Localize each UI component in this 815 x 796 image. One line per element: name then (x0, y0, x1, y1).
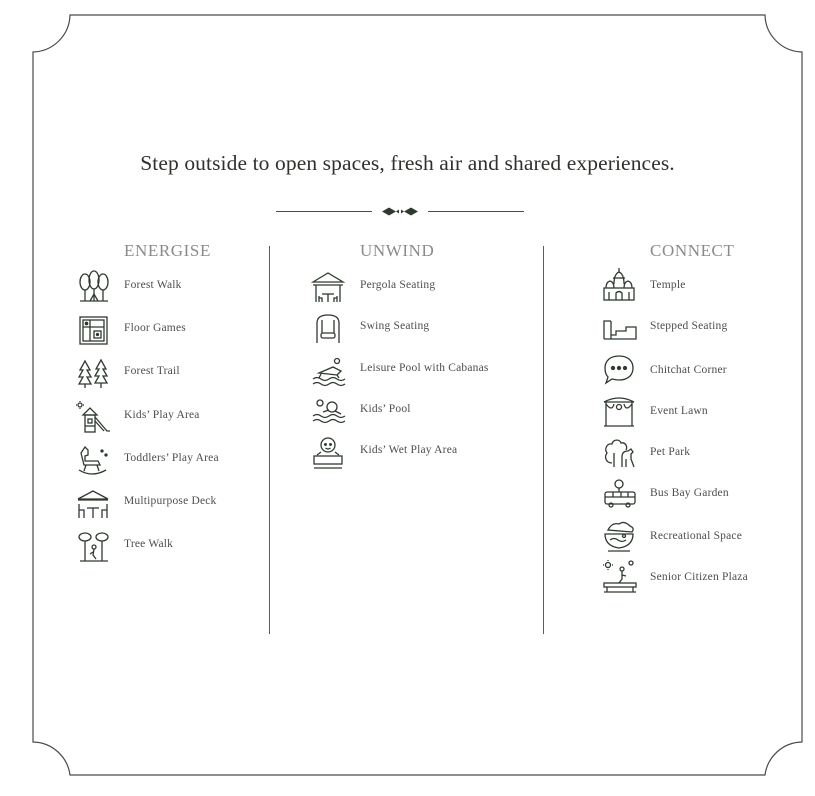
item-label: Stepped Seating (650, 320, 728, 332)
steps-icon (602, 311, 638, 347)
item-label: Event Lawn (650, 405, 708, 417)
column-divider-left (269, 246, 270, 634)
rocking-horse-icon (76, 443, 112, 479)
item-label: Swing Seating (360, 320, 430, 332)
item-label: Bus Bay Garden (650, 487, 729, 499)
bus-icon (602, 477, 638, 513)
dog-tree-icon (602, 435, 638, 471)
floor-games-icon (76, 313, 112, 349)
recreation-icon (602, 518, 638, 554)
temple-icon (602, 268, 638, 304)
wet-play-icon (311, 435, 347, 471)
item-label: Multipurpose Deck (124, 495, 217, 507)
item-label: Leisure Pool with Cabanas (360, 362, 489, 374)
column-title-unwind: UNWIND (360, 241, 435, 260)
tree-walk-icon (76, 529, 112, 565)
item-label: Kids’ Play Area (124, 409, 200, 421)
item-label: Toddlers’ Play Area (124, 452, 219, 464)
event-arch-icon (602, 394, 638, 430)
column-title-connect: CONNECT (650, 241, 735, 260)
column-divider-right (543, 246, 544, 634)
column-title-energise: ENERGISE (124, 241, 211, 260)
item-label: Tree Walk (124, 538, 174, 550)
item-label: Pet Park (650, 446, 691, 458)
page-headline: Step outside to open spaces, fresh air and shared experiences. (140, 151, 675, 175)
item-label: Kids’ Wet Play Area (360, 444, 458, 456)
item-label: Forest Trail (124, 365, 180, 377)
item-label: Forest Walk (124, 279, 182, 291)
forest-trail-icon (76, 356, 112, 392)
deck-gazebo-icon (76, 486, 112, 522)
pool-lounger-icon (311, 353, 347, 389)
swimmer-icon (311, 394, 347, 430)
item-label: Recreational Space (650, 530, 743, 542)
pergola-icon (311, 270, 347, 306)
forest-walk-icon (76, 270, 112, 306)
item-label: Chitchat Corner (650, 364, 727, 376)
senior-plaza-icon (602, 559, 638, 595)
item-label: Floor Games (124, 322, 186, 334)
item-label: Kids’ Pool (360, 403, 411, 415)
item-label: Pergola Seating (360, 279, 436, 291)
item-label: Temple (650, 279, 686, 291)
chat-bubble-icon (602, 353, 638, 389)
item-label: Senior Citizen Plaza (650, 571, 748, 583)
kids-play-area-icon (76, 400, 112, 436)
swing-icon (311, 311, 347, 347)
ornament-divider (272, 202, 528, 222)
